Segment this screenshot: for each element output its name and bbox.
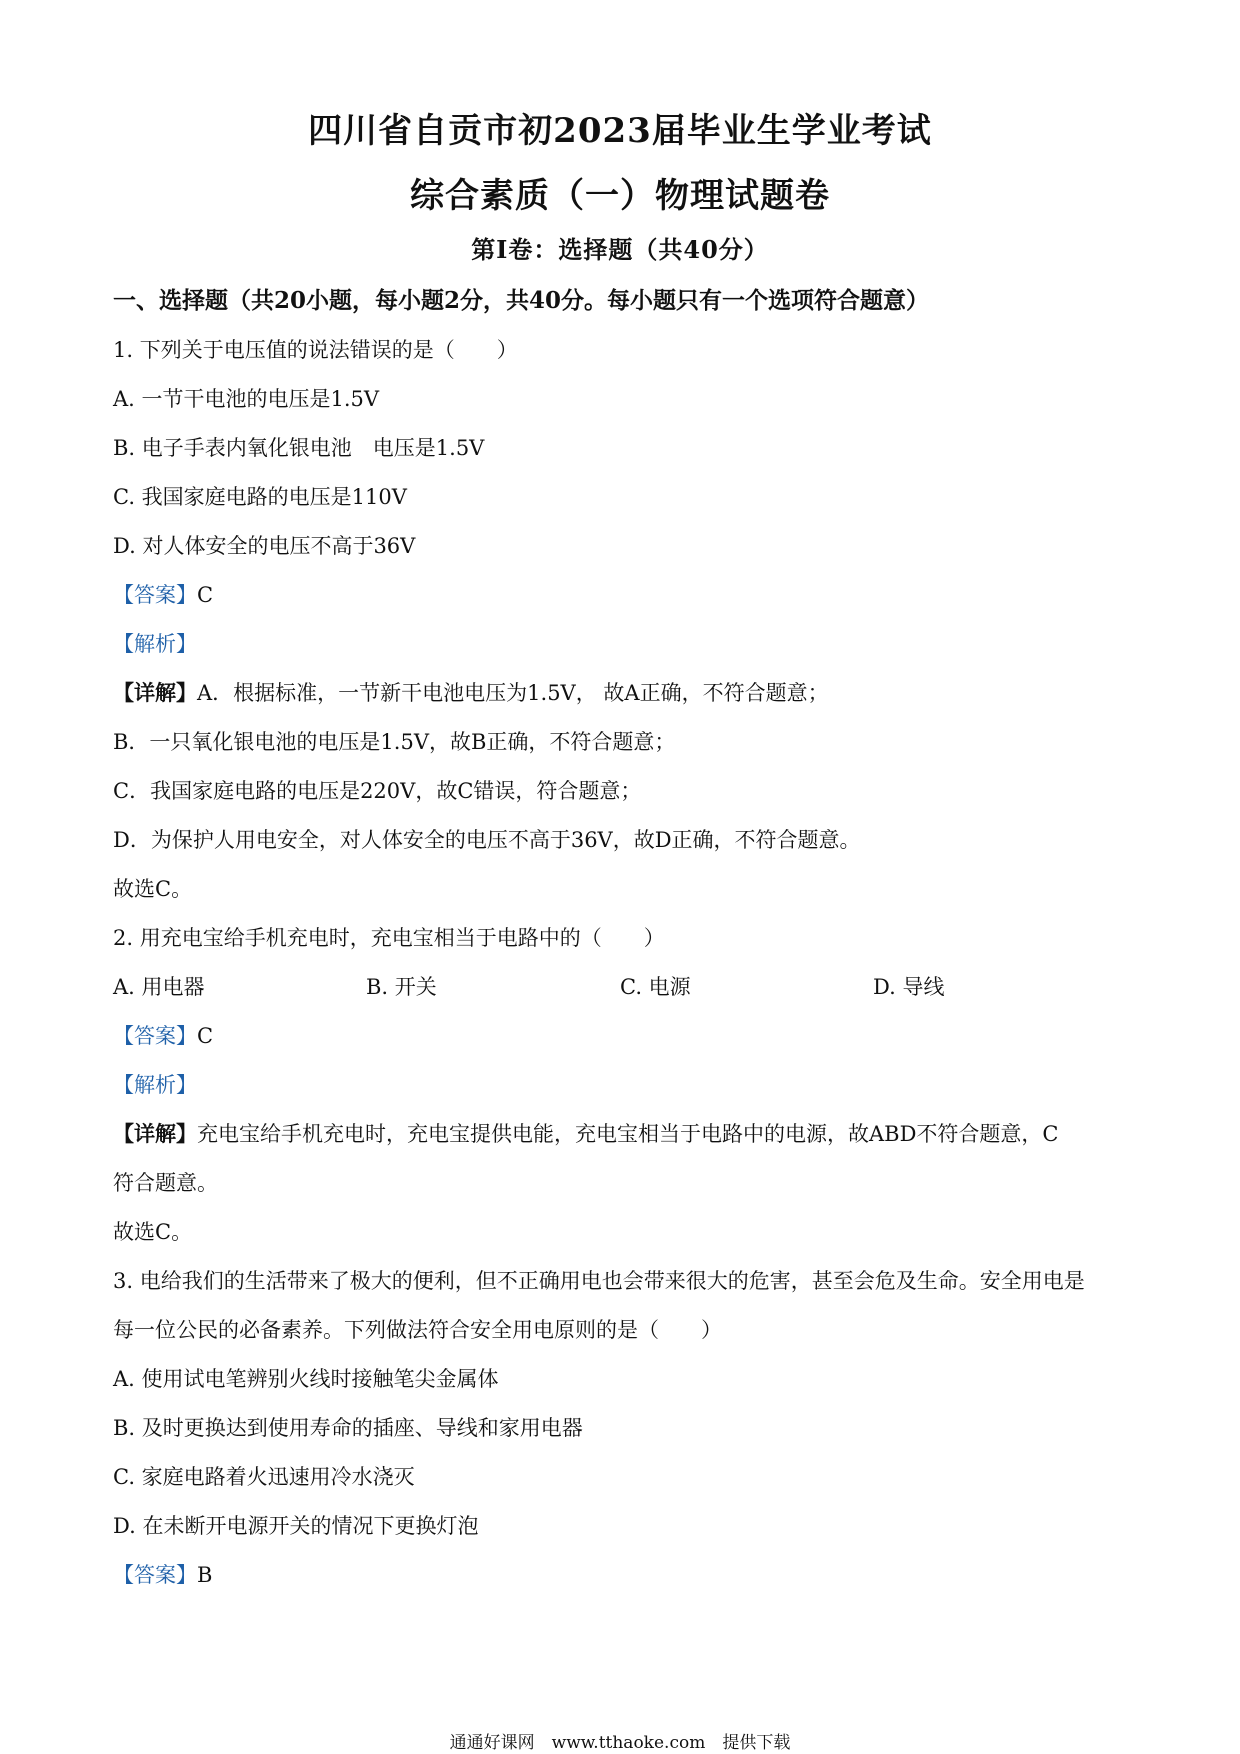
part-title: 第I卷：选择题（共40分） (471, 235, 769, 264)
exam-subtitle: 综合素质（一）物理试题卷 (410, 176, 830, 216)
q1-option-c: C. 我国家庭电路的电压是110V (113, 485, 407, 509)
q1-detail-line (113, 677, 829, 707)
q1-analysis-tag (113, 628, 197, 658)
q2-option-b: B. 开关 (366, 975, 437, 999)
q2-conclusion: 故选C。 (113, 1220, 193, 1244)
q1-detail-line: B．一只氧化银电池的电压是1.5V，故B正确，不符合题意； (113, 730, 676, 754)
answer-tag: 【答案】 (113, 1024, 197, 1048)
detail-tag: 【详解】 (113, 680, 197, 705)
analysis-tag: 【解析】 (113, 632, 197, 656)
q2-option-d: D. 导线 (873, 975, 945, 999)
page-footer: 通通好课网 www.tthaoke.com 提供下载 (449, 1733, 791, 1753)
analysis-tag: 【解析】 (113, 1073, 197, 1097)
q3-option-a: A. 使用试电笔辨别火线时接触笔尖金属体 (113, 1367, 499, 1391)
section-heading: 一、选择题（共20小题，每小题2分，共40分。每小题只有一个选项符合题意） (113, 287, 930, 314)
q2-detail-line (113, 1118, 1059, 1148)
q1-option-d: D. 对人体安全的电压不高于36V (113, 534, 416, 558)
answer-tag: 【答案】 (113, 1563, 197, 1587)
q3-option-b: B. 及时更换达到使用寿命的插座、导线和家用电器 (113, 1416, 583, 1440)
exam-title: 四川省自贡市初2023届毕业生学业考试 (308, 111, 932, 151)
q3-stem: 每一位公民的必备素养。下列做法符合安全用电原则的是（ ） (113, 1318, 722, 1342)
answer-value: C (197, 583, 214, 607)
detail-tag: 【详解】 (113, 1121, 197, 1146)
q1-answer (113, 579, 213, 609)
q3-option-d: D. 在未断开电源开关的情况下更换灯泡 (113, 1514, 479, 1538)
answer-value: B (197, 1563, 213, 1587)
q2-option-c: C. 电源 (620, 975, 691, 999)
q1-detail-line: C．我国家庭电路的电压是220V，故C错误，符合题意； (113, 779, 642, 803)
detail-text: A．根据标准，一节新干电池电压为1.5V， 故A正确，不符合题意； (197, 681, 829, 705)
q1-conclusion: 故选C。 (113, 877, 193, 901)
q1-option-b: B. 电子手表内氧化银电池 电压是1.5V (113, 436, 485, 460)
q2-stem: 2. 用充电宝给手机充电时，充电宝相当于电路中的（ ） (113, 926, 665, 950)
q3-option-c: C. 家庭电路着火迅速用冷水浇灭 (113, 1465, 415, 1489)
q3-stem: 3. 电给我们的生活带来了极大的便利，但不正确用电也会带来很大的危害，甚至会危及生命。安全用电是 (113, 1269, 1085, 1293)
q2-analysis-tag (113, 1069, 197, 1099)
q2-detail-line: 符合题意。 (113, 1171, 218, 1195)
q2-answer (113, 1020, 213, 1050)
q1-option-a: A. 一节干电池的电压是1.5V (113, 387, 380, 411)
detail-text: 充电宝给手机充电时，充电宝提供电能，充电宝相当于电路中的电源，故ABD不符合题意，C (197, 1122, 1059, 1146)
q3-answer (113, 1559, 212, 1589)
answer-tag: 【答案】 (113, 583, 197, 607)
answer-value: C (197, 1024, 214, 1048)
q2-option-a: A. 用电器 (113, 975, 205, 999)
q1-stem: 1. 下列关于电压值的说法错误的是（ ） (113, 338, 518, 362)
q1-detail-line: D．为保护人用电安全，对人体安全的电压不高于36V，故D正确，不符合题意。 (113, 828, 861, 852)
